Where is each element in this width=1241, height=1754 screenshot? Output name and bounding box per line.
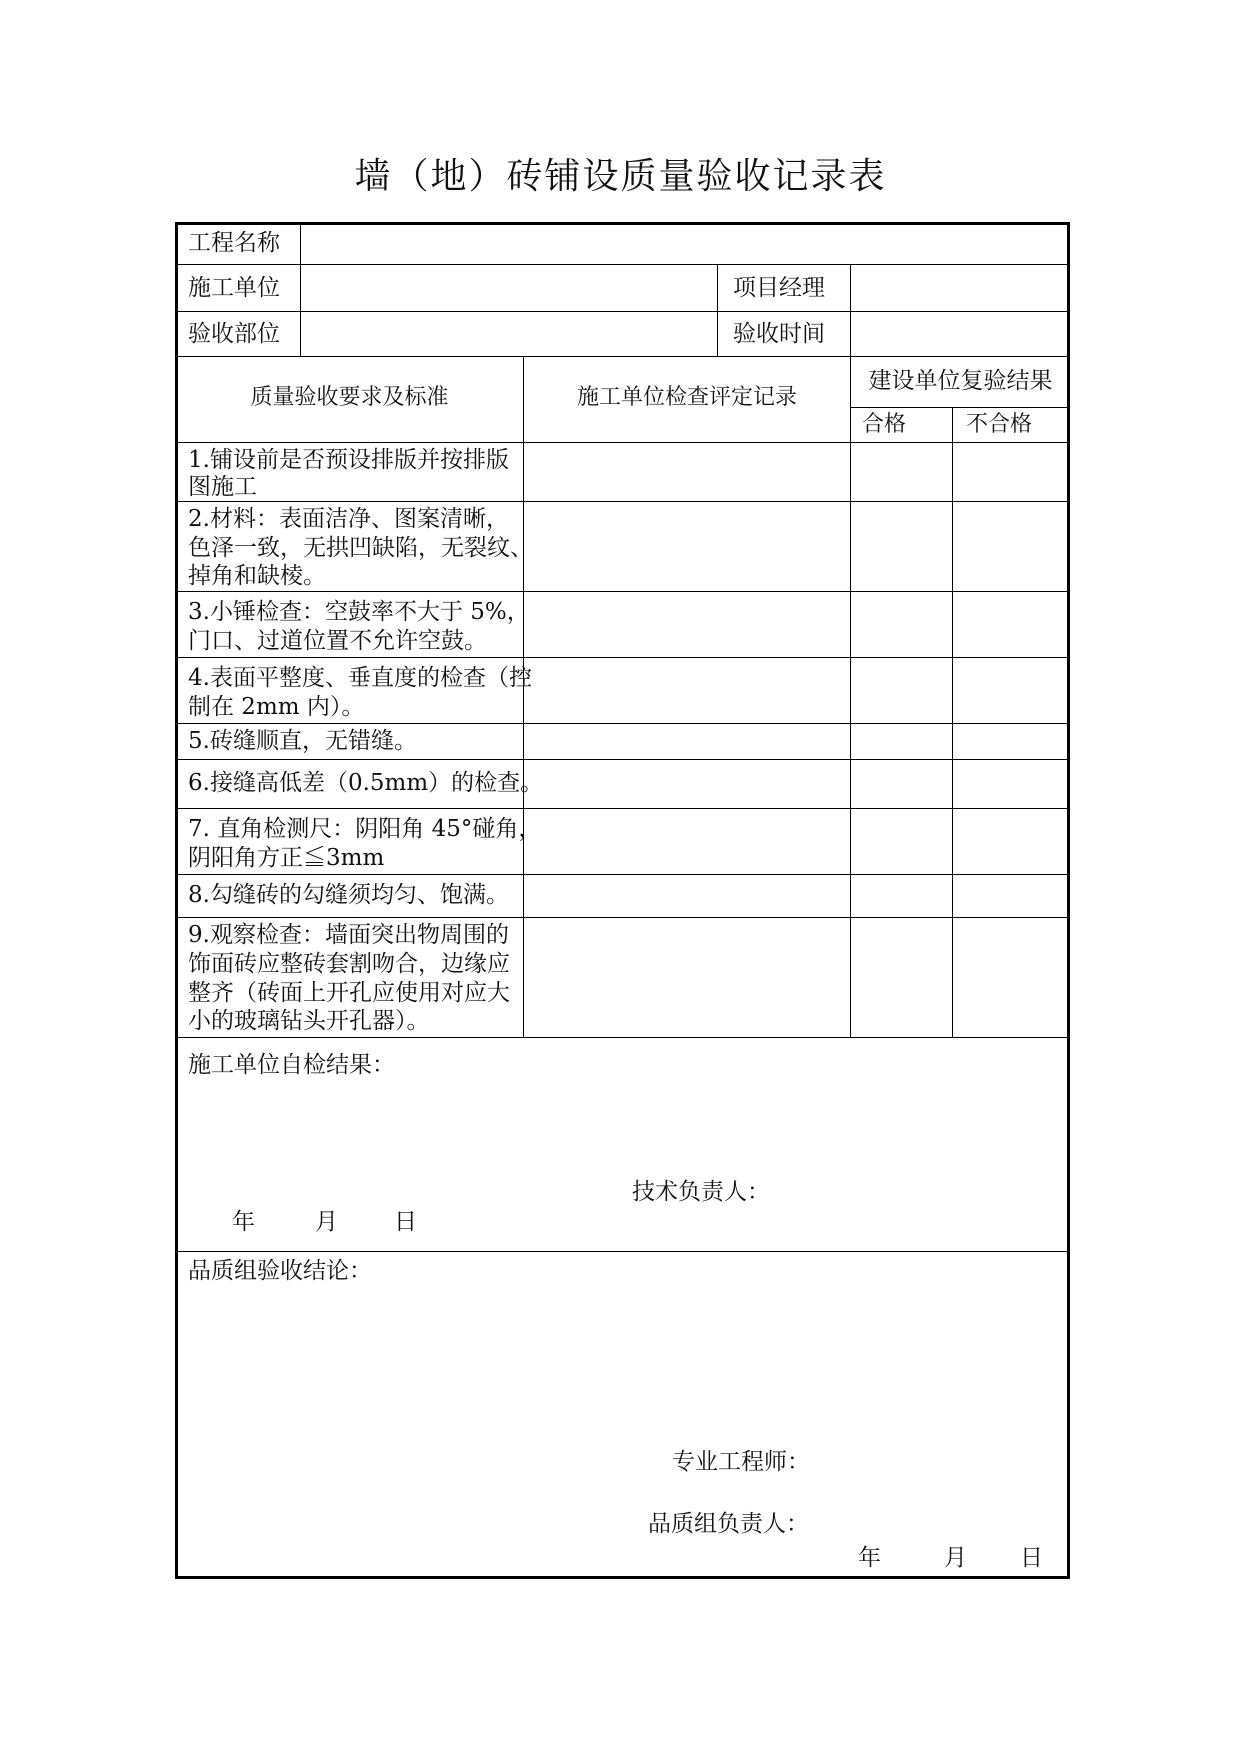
column-divider	[850, 264, 851, 356]
row-divider	[175, 501, 1070, 502]
standard-column-header: 质量验收要求及标准	[250, 385, 449, 410]
acceptance-part-label: 验收部位	[188, 321, 280, 347]
column-divider	[300, 222, 301, 356]
self-check-column-header: 施工单位检查评定记录	[576, 385, 797, 410]
project-name-label: 工程名称	[188, 230, 280, 256]
project-manager-label: 项目经理	[733, 275, 825, 301]
pass-column-header: 合格	[862, 412, 907, 437]
item-6-line-1: 6.接缝高低差（0.5mm）的检查。	[188, 770, 544, 796]
item-1-line-2: 图施工	[188, 474, 257, 500]
self-check-year-label: 年	[232, 1209, 255, 1235]
quality-day-label: 日	[1020, 1545, 1043, 1571]
qc-lead-label: 品质组负责人：	[648, 1511, 809, 1537]
item-5-line-1: 5.砖缝顺直，无错缝。	[188, 728, 417, 754]
item-2-line-2: 色泽一致，无拱凹缺陷，无裂纹、	[188, 535, 533, 561]
item-9-line-4: 小的玻璃钻头开孔器）。	[188, 1008, 430, 1034]
quality-month-label: 月	[944, 1545, 967, 1571]
row-divider	[175, 442, 1070, 443]
engineer-label: 专业工程师：	[672, 1449, 810, 1475]
quality-year-label: 年	[858, 1545, 881, 1571]
row-divider	[175, 356, 1070, 357]
column-divider	[952, 407, 953, 1037]
page-title: 墙（地）砖铺设质量验收记录表	[354, 156, 887, 197]
item-3-line-2: 门口、过道位置不允许空鼓。	[188, 628, 487, 654]
self-check-result-label: 施工单位自检结果：	[188, 1052, 395, 1078]
item-9-line-1: 9.观察检查：墙面突出物周围的	[188, 922, 509, 948]
item-4-line-2: 制在 2mm 内）。	[188, 694, 365, 720]
item-2-line-3: 掉角和缺棱。	[188, 563, 326, 589]
item-1-line-1: 1.铺设前是否预设排版并按排版	[188, 447, 509, 473]
row-divider	[175, 1037, 1070, 1038]
quality-conclusion-label: 品质组验收结论：	[188, 1258, 372, 1284]
row-divider	[175, 874, 1070, 875]
row-divider	[175, 1251, 1070, 1252]
construction-unit-label: 施工单位	[188, 275, 280, 301]
self-check-day-label: 日	[394, 1209, 417, 1235]
row-divider	[175, 311, 1070, 312]
item-3-line-1: 3.小锤检查：空鼓率不大于 5%，	[188, 599, 530, 625]
item-9-line-2: 饰面砖应整砖套割吻合，边缘应	[188, 951, 510, 977]
row-divider	[175, 657, 1070, 658]
row-divider	[850, 407, 1070, 408]
item-7-line-1: 7. 直角检测尺：阴阳角 45°碰角，	[188, 816, 542, 842]
row-divider	[175, 917, 1070, 918]
row-divider	[175, 264, 1070, 265]
row-divider	[175, 723, 1070, 724]
column-divider	[523, 356, 524, 1037]
recheck-column-header: 建设单位复验结果	[868, 368, 1053, 394]
self-check-month-label: 月	[315, 1209, 338, 1235]
column-divider	[850, 356, 851, 1037]
row-divider	[175, 591, 1070, 592]
row-divider	[175, 808, 1070, 809]
fail-column-header: 不合格	[966, 412, 1033, 437]
item-2-line-1: 2.材料：表面洁净、图案清晰，	[188, 506, 509, 532]
item-7-line-2: 阴阳角方正≦3mm	[188, 845, 385, 871]
column-divider	[717, 264, 718, 356]
item-8-line-1: 8.勾缝砖的勾缝须均匀、饱满。	[188, 882, 509, 908]
item-4-line-1: 4.表面平整度、垂直度的检查（控	[188, 665, 532, 691]
tech-lead-label: 技术负责人：	[632, 1179, 770, 1205]
acceptance-time-label: 验收时间	[733, 321, 825, 347]
item-9-line-3: 整齐（砖面上开孔应使用对应大	[188, 980, 510, 1006]
row-divider	[175, 759, 1070, 760]
